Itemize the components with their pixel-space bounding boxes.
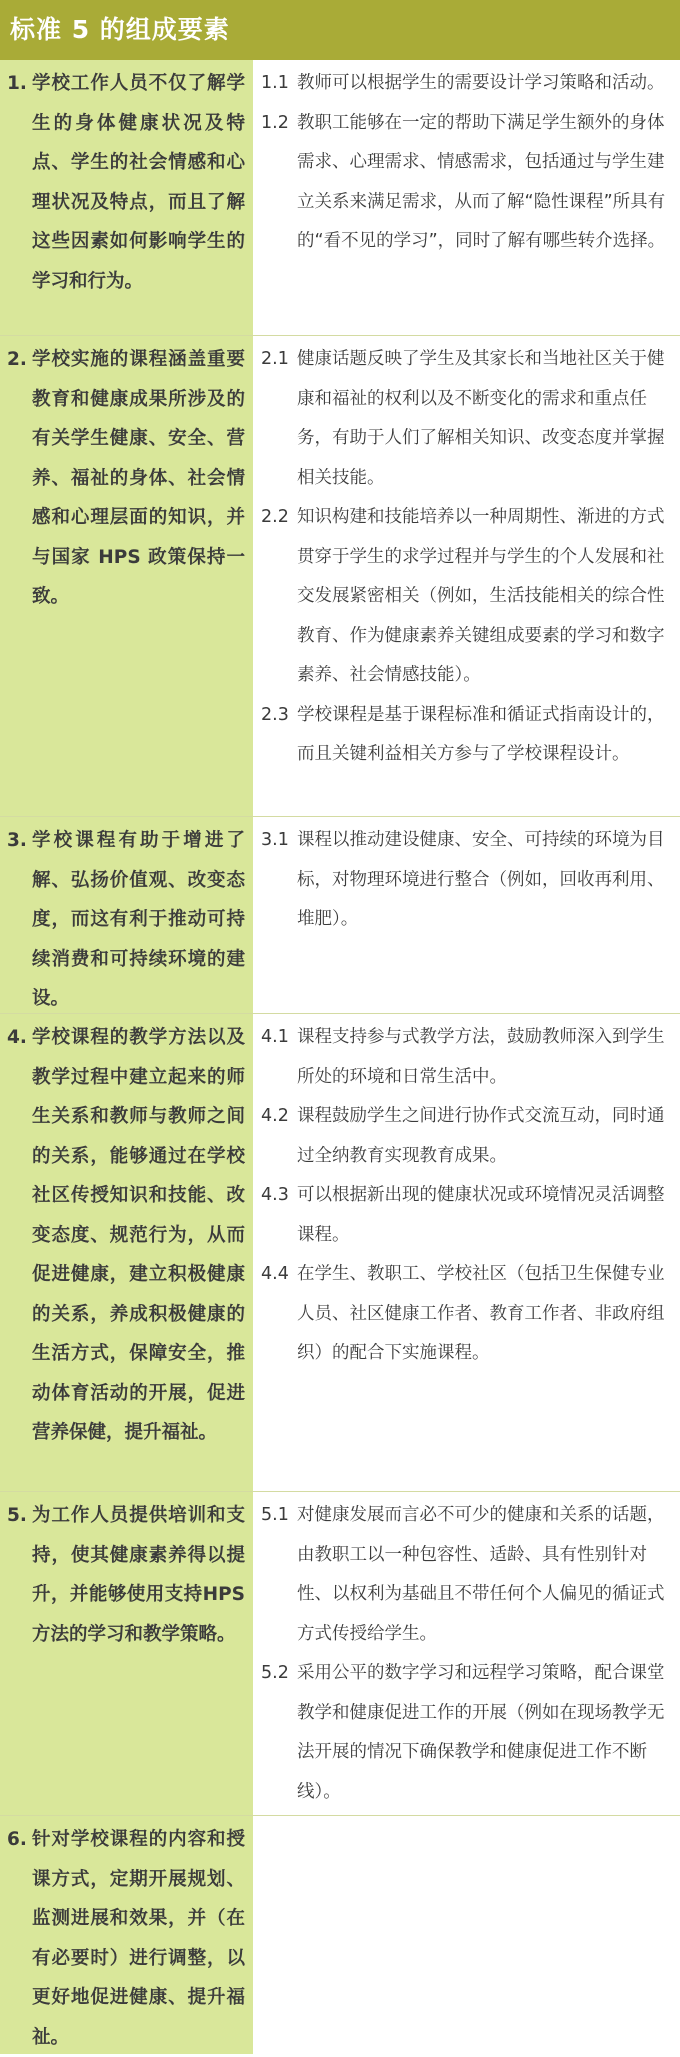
table-row [0, 335, 680, 817]
item-number: 1.1 [261, 73, 289, 93]
list-item [261, 64, 674, 104]
item-number: 2.3 [261, 704, 289, 725]
item-text: 学校课程是基于课程标准和循证式指南设计的，而且关键利益相关方参与了学校课程设计。 [297, 704, 665, 764]
table-row [0, 1013, 680, 1492]
standard-number: 6. [7, 1829, 27, 1850]
list-item [261, 1097, 674, 1176]
item-text: 教师可以根据学生的需要设计学习策略和活动。 [297, 73, 665, 93]
list-item [261, 1018, 674, 1097]
standard-cell [0, 1816, 253, 2054]
items-cell [253, 817, 680, 1014]
item-text: 课程支持参与式教学方法，鼓励教师深入到学生所处的环境和日常生活中。 [297, 1027, 665, 1087]
item-number: 4.1 [261, 1027, 289, 1047]
item-number: 4.3 [261, 1185, 289, 1205]
standard-text: 为工作人员提供培训和支持，使其健康素养得以提升，并能够使用支持HPS方法的学习和教学策略。 [32, 1505, 245, 1645]
item-text: 采用公平的数字学习和远程学习策略，配合课堂教学和健康促进工作的开展（例如在现场教学无法开展的情况下确保教学和健康促进工作不断线）。 [297, 1663, 665, 1802]
items-cell [253, 1816, 680, 2054]
standard-number: 3. [7, 830, 27, 851]
table-row [0, 1491, 680, 1816]
standard-text: 学校课程有助于增进了解、弘扬价值观、改变态度，而这有利于推动可持续消费和可持续环境的建设。 [32, 830, 245, 1009]
standard-cell [0, 1492, 253, 1816]
standard-text: 学校工作人员不仅了解学生的身体健康状况及特点、学生的社会情感和心理状况及特点，而且了解这些因素如何影响学生的学习和行为。 [32, 73, 245, 292]
list-item [261, 340, 674, 498]
item-text: 健康话题反映了学生及其家长和当地社区关于健康和福祉的权利以及不断变化的需求和重点任务，有助于人们了解相关知识、改变态度并掌握相关技能。 [297, 349, 665, 488]
list-item [261, 1255, 674, 1374]
list-item [261, 1654, 674, 1812]
standard-number: 4. [7, 1027, 27, 1048]
list-item [261, 696, 674, 775]
table-row [0, 1815, 680, 2054]
standard-number: 2. [7, 349, 27, 370]
item-text: 可以根据新出现的健康状况或环境情况灵活调整课程。 [297, 1185, 665, 1245]
items-cell [253, 1014, 680, 1492]
list-item [261, 1176, 674, 1255]
item-number: 2.1 [261, 349, 289, 369]
standard-text: 针对学校课程的内容和授课方式，定期开展规划、监测进展和效果，并（在有必要时）进行调整，以更好地促进健康、提升福祉。 [32, 1829, 245, 2048]
standard-cell [0, 60, 253, 335]
item-text: 课程鼓励学生之间进行协作式交流互动，同时通过全纳教育实现教育成果。 [297, 1106, 665, 1166]
item-number: 5.2 [261, 1663, 289, 1683]
standard-cell [0, 336, 253, 817]
item-number: 4.2 [261, 1106, 289, 1126]
item-number: 4.4 [261, 1264, 289, 1284]
items-cell [253, 336, 680, 817]
item-number: 3.1 [261, 830, 289, 850]
table-row [0, 816, 680, 1014]
item-text: 对健康发展而言必不可少的健康和关系的话题，由教职工以一种包容性、适龄、具有性别针对性、以权利为基础且不带任何个人偏见的循证式方式传授给学生。 [297, 1505, 665, 1644]
list-item [261, 104, 674, 262]
item-text: 教职工能够在一定的帮助下满足学生额外的身体需求、心理需求、情感需求，包括通过与学生建立关系来满足需求，从而了解“隐性课程”所具有的“看不见的学习”，同时了解有哪些转介选择。 [297, 112, 666, 251]
table-header [0, 0, 680, 60]
item-number: 5.1 [261, 1505, 289, 1525]
items-cell [253, 1492, 680, 1816]
item-text: 知识构建和技能培养以一种周期性、渐进的方式贯穿于学生的求学过程并与学生的个人发展和社交发展紧密相关（例如，生活技能相关的综合性教育、作为健康素养关键组成要素的学习和数字素养、社会情感技能）。 [297, 507, 665, 685]
list-item [261, 1496, 674, 1654]
standard-text: 学校课程的教学方法以及教学过程中建立起来的师生关系和教师与教师之间的关系，能够通过在学校社区传授知识和技能、改变态度、规范行为，从而促进健康，建立积极健康的关系，养成积极健康的生活方式，保障安全，推动体育活动的开展，促进营养保健，提升福祉。 [32, 1027, 245, 1443]
item-text: 在学生、教职工、学校社区（包括卫生保健专业人员、社区健康工作者、教育工作者、非政府组织）的配合下实施课程。 [297, 1264, 665, 1363]
standard-cell [0, 817, 253, 1014]
item-number: 2.2 [261, 507, 289, 527]
list-item [261, 498, 674, 696]
standard-cell [0, 1014, 253, 1492]
standard-text: 学校实施的课程涵盖重要教育和健康成果所涉及的有关学生健康、安全、营养、福祉的身体、社会情感和心理层面的知识，并与国家 HPS 政策保持一致。 [32, 349, 245, 607]
standard-number: 5. [7, 1505, 27, 1526]
list-item [261, 821, 674, 940]
header-title: 标准 5 的组成要素 [10, 15, 230, 44]
item-number: 1.2 [261, 112, 289, 133]
table-row [0, 60, 680, 335]
item-text: 课程以推动建设健康、安全、可持续的环境为目标，对物理环境进行整合（例如，回收再利用、堆肥）。 [297, 830, 665, 929]
items-cell [253, 60, 680, 335]
standard-number: 1. [7, 73, 27, 94]
